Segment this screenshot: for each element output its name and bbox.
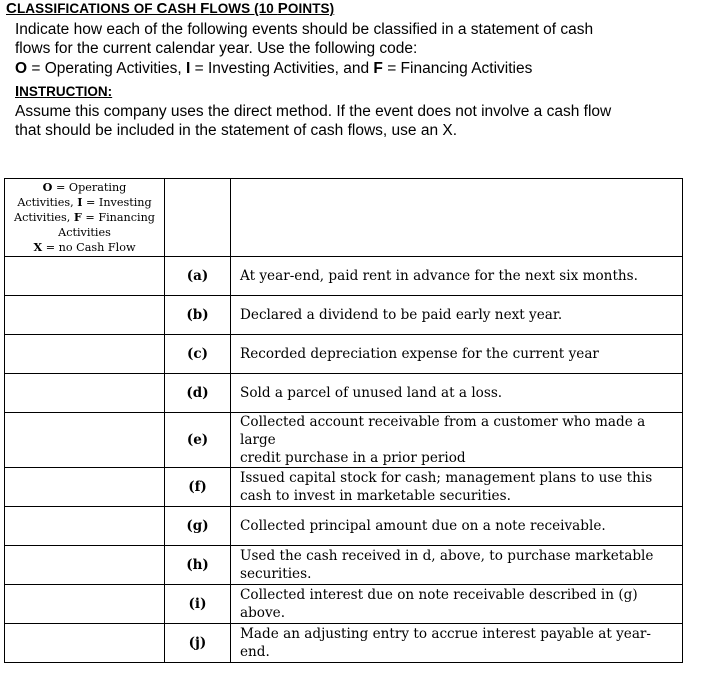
answer-cell[interactable] <box>5 546 165 585</box>
event-description <box>231 296 683 335</box>
table-row <box>5 335 683 374</box>
answer-cell[interactable] <box>5 374 165 413</box>
header-empty-cell <box>231 179 683 257</box>
event-description <box>231 546 683 585</box>
event-description <box>231 507 683 546</box>
event-line: At year-end, paid rent in advance for the next six months. <box>240 268 638 284</box>
event-description <box>231 468 683 507</box>
event-line: Declared a dividend to be paid early next year. <box>240 307 563 323</box>
event-line: Issued capital stock for cash; management plans to use this <box>240 470 653 486</box>
event-line: cash to invest in marketable securities. <box>240 488 511 504</box>
instruction-paragraph <box>15 102 611 141</box>
event-line: end. <box>240 644 270 660</box>
event-line: Collected interest due on note receivable described in (g) <box>240 587 638 603</box>
event-letter: (f) <box>165 468 231 507</box>
answer-cell[interactable] <box>5 585 165 624</box>
table-row <box>5 468 683 507</box>
event-line: Collected principal amount due on a note receivable. <box>240 518 606 534</box>
event-description <box>231 624 683 663</box>
table-row <box>5 546 683 585</box>
answer-cell[interactable] <box>5 296 165 335</box>
table-row <box>5 374 683 413</box>
event-letter: (h) <box>165 546 231 585</box>
event-line: Made an adjusting entry to accrue interest payable at year- <box>240 626 652 642</box>
header-empty-cell <box>165 179 231 257</box>
table-row <box>5 296 683 335</box>
event-letter: (e) <box>165 413 231 468</box>
event-description <box>231 335 683 374</box>
instruction-line: Assume this company uses the direct method. If the event does not involve a cash flow <box>15 103 612 120</box>
event-line: securities. <box>240 566 312 582</box>
intro-paragraph <box>15 20 593 78</box>
event-description <box>231 585 683 624</box>
event-description <box>231 374 683 413</box>
event-line: credit purchase in a prior period <box>240 450 466 466</box>
event-description <box>231 413 683 468</box>
answer-cell[interactable] <box>5 507 165 546</box>
section-heading: CLASSIFICATIONS OF CASH FLOWS (10 POINTS) <box>6 0 335 17</box>
event-line: Recorded depreciation expense for the current year <box>240 346 599 362</box>
table-row <box>5 624 683 663</box>
answer-cell[interactable] <box>5 257 165 296</box>
table-row <box>5 413 683 468</box>
event-line: Collected account receivable from a customer who made a large <box>240 414 646 448</box>
event-letter: (d) <box>165 374 231 413</box>
table-row <box>5 585 683 624</box>
event-letter: (b) <box>165 296 231 335</box>
answer-cell[interactable] <box>5 468 165 507</box>
answer-cell[interactable] <box>5 624 165 663</box>
classification-table <box>4 178 683 663</box>
intro-line: Indicate how each of the following events should be classified in a statement of cash <box>15 21 594 38</box>
answer-cell[interactable] <box>5 335 165 374</box>
legend-cell: O = Operating Activities, I = Investing Activities, F = Financing Activities X = no Cash Flow <box>5 179 165 257</box>
event-line: above. <box>240 605 286 621</box>
event-letter: (a) <box>165 257 231 296</box>
event-letter: (g) <box>165 507 231 546</box>
event-line: Used the cash received in d, above, to purchase marketable <box>240 548 654 564</box>
table-row <box>5 507 683 546</box>
instruction-heading: INSTRUCTION: <box>15 83 113 100</box>
table-header-row <box>5 179 683 257</box>
event-description <box>231 257 683 296</box>
answer-cell[interactable] <box>5 413 165 468</box>
event-letter: (j) <box>165 624 231 663</box>
intro-line: flows for the current calendar year. Use the following code: <box>15 40 418 58</box>
code-legend-line: O = Operating Activities, I = Investing Activities, and F = Financing Activities <box>15 59 533 77</box>
event-letter: (i) <box>165 585 231 624</box>
event-line: Sold a parcel of unused land at a loss. <box>240 385 503 401</box>
event-letter: (c) <box>165 335 231 374</box>
table-row <box>5 257 683 296</box>
instruction-line: that should be included in the statement of cash flows, use an X. <box>15 122 458 140</box>
